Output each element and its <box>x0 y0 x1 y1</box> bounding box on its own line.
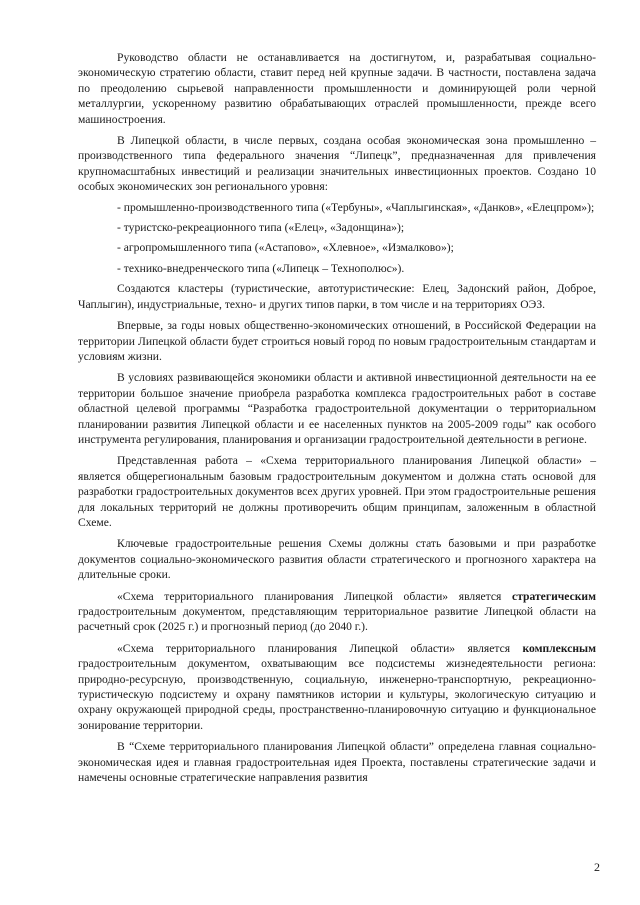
paragraph-new-city: Впервые, за годы новых общественно-экономических отношений, в Российской Федерации на территории Липецкой области будет строиться новый город по новым градостроительным стандартам и условиям жизни. <box>78 319 596 363</box>
bold-term-complex: комплексным <box>522 641 596 655</box>
paragraph-program: В условиях развивающейся экономики области и активной инвестиционной деятельности на ее территории большое значение приобрела разработка комплекса градостроительных работ в составе областной целевой программы “Разработка градостроительной документации о территориальном планировании развития Липецкой области и ее населенных пунктов на 2005-2009 годы” как особого инструмента регулирования, планирования и организации градостроительной деятельности в регионе. <box>78 371 596 446</box>
paragraph-strategic-document <box>78 589 596 635</box>
paragraph-clusters: Создаются кластеры (туристические, автотуристические: Елец, Задонский район, Доброе, Чаплыгин), индустриальные, техно- и других типов парки, в том числе и на территориях ОЭЗ. <box>78 282 596 311</box>
list-item-industrial-zones: - промышленно-производственного типа («Тербуны», «Чаплыгинская», «Данков», «Елецпром»); <box>117 200 595 214</box>
list-item-tech-zones: - технико-внедренческого типа («Липецк – Технополюс»). <box>117 261 405 275</box>
paragraph-strategy: Руководство области не останавливается на достигнутом, и, разрабатывая социально-экономическую стратегию области, ставит перед ней крупные задачи. В частности, поставлена задача по преодолению сырьевой направленности промышленности и доминирующей роли черной металлургии, ускоренному развитию обрабатывающих отраслей промышленности, прежде всего машиностроения. <box>78 51 596 126</box>
text-segment: градостроительным документом, охватывающим все подсистемы жизнедеятельности региона: природно-ресурсную, производственную, социальную, инженерно-транспортную, рекреационно-туристическую подсистему и охрану памятников истории и культуры, экологическую ситуацию и охрану окружающей природной среды, пространственно-планировочную ситуацию и функциональное зонирование территории. <box>78 657 596 732</box>
paragraph-special-economic-zone: В Липецкой области, в числе первых, создана особая экономическая зона промышленно – производственного типа федерального значения “Липецк”, предназначенная для привлечения крупномасштабных инвестиций и реализации значительных инвестиционных проектов. Создано 10 особых экономических зон регионального уровня: <box>78 134 596 194</box>
list-item-tourist-zones: - туристско-рекреационного типа («Елец», «Задонщина»); <box>117 221 405 235</box>
page-number: 2 <box>594 860 600 874</box>
list-item-agro-zones: - агропромышленного типа («Астапово», «Хлевное», «Измалково»); <box>117 241 454 255</box>
text-segment: «Схема территориального планирования Липецкой области» является <box>117 589 513 603</box>
paragraph-complex-document <box>78 641 596 733</box>
text-segment: градостроительным документом, представляющим территориальное развитие Липецкой области на расчетный срок (2025 г.) и прогнозный период (до 2040 г.). <box>78 605 596 634</box>
paragraph-main-idea: В “Схеме территориального планирования Липецкой области” определена главная социально-экономическая идея и главная градостроительная идея Проекта, поставлены стратегические задачи и намечены основные стратегические направления развития <box>78 740 596 785</box>
document-page <box>78 50 596 791</box>
text-segment: «Схема территориального планирования Липецкой области» является <box>117 641 523 655</box>
bold-term-strategic: стратегическим <box>512 589 596 603</box>
paragraph-scheme-base: Представленная работа – «Схема территориального планирования Липецкой области» – является общерегиональным базовым градостроительным документом и должна стать основой для разработки градостроительных документов всех других уровней. При этом градостроительные решения для локальных территорий не должны противоречить общим принципам, заложенным в областной Схеме. <box>78 454 596 529</box>
paragraph-key-decisions: Ключевые градостроительные решения Схемы должны стать базовыми и при разработке документов социально-экономического развития области стратегического и прогнозного характера на длительные сроки. <box>78 537 596 582</box>
